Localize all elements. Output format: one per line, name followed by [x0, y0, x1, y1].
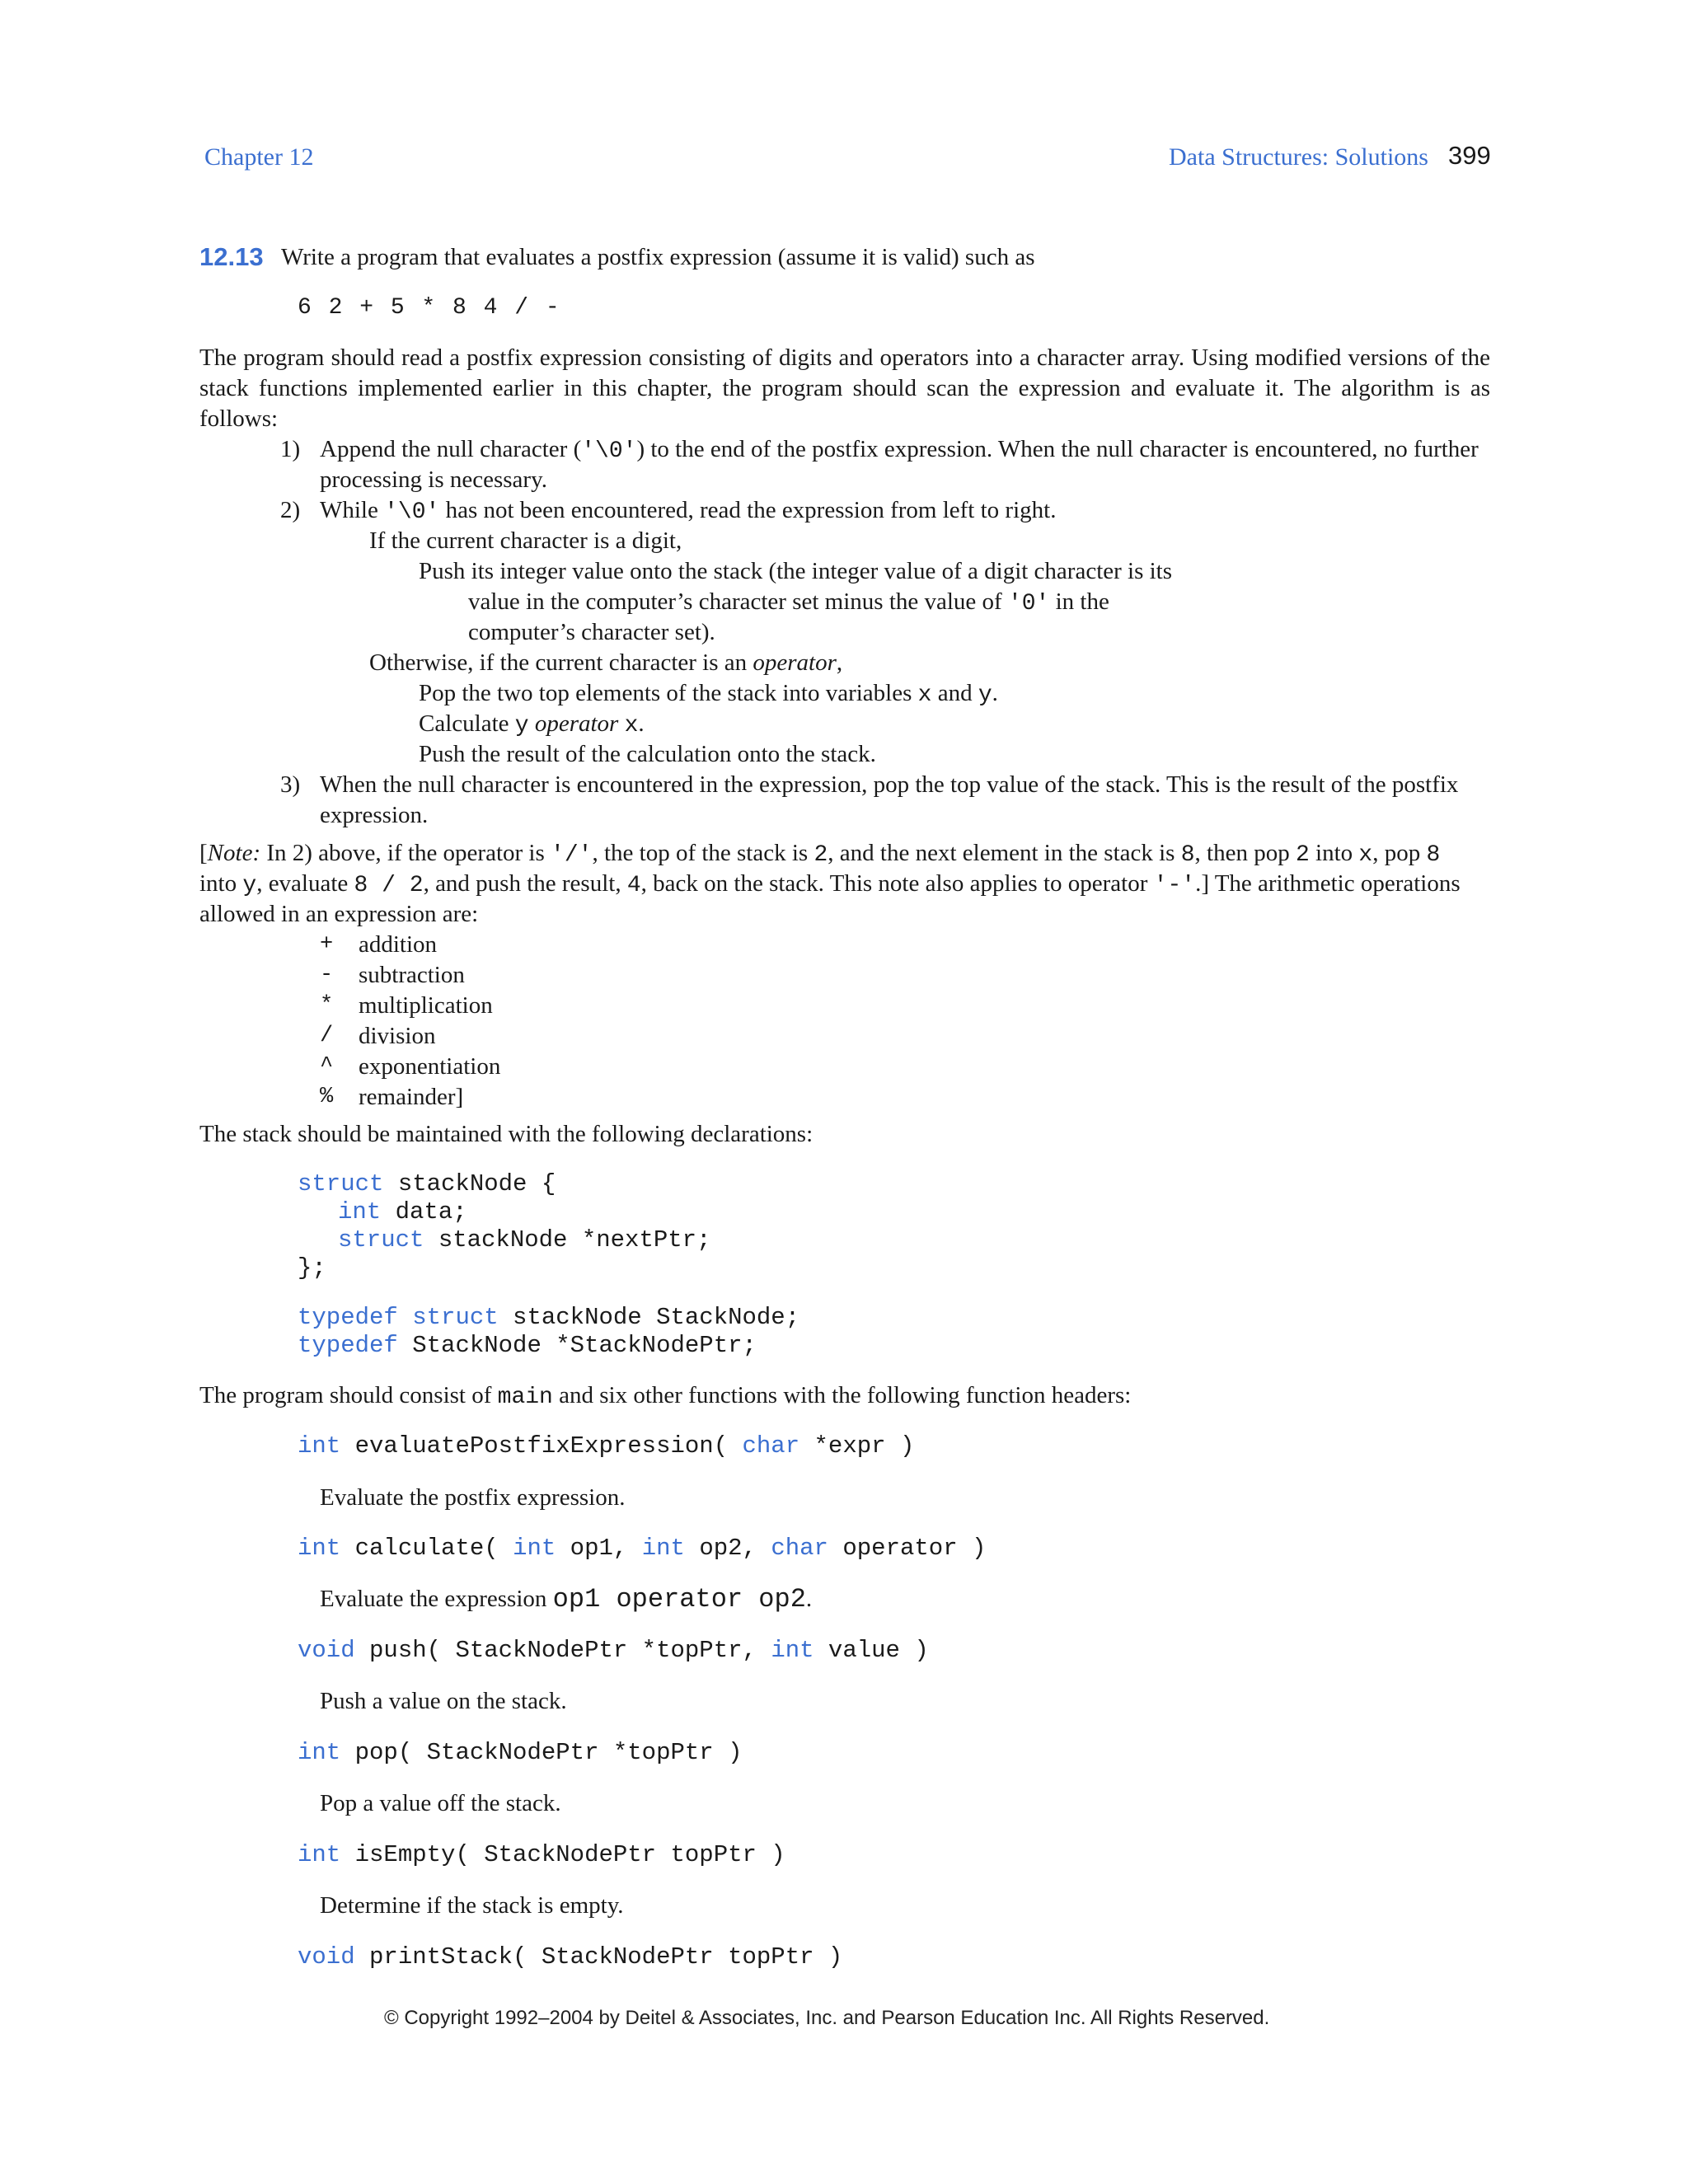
function-desc-calculate: Evaluate the expression op1 operator op2. — [320, 1584, 813, 1615]
operator-symbol: ^ — [320, 1054, 334, 1079]
operator-symbol: + — [320, 932, 334, 957]
step-2-push-1: Push its integer value onto the stack (the integer value of a digit character is its — [419, 558, 1173, 584]
step-2-push-result: Push the result of the calculation onto the stack. — [419, 741, 876, 767]
code-line: int data; — [338, 1198, 467, 1226]
exercise-number: 12.13 — [199, 242, 264, 271]
operator-name: division — [359, 1023, 436, 1049]
operator-name: exponentiation — [359, 1053, 501, 1080]
note-line-3: allowed in an expression are: — [199, 901, 479, 927]
chapter-label: Chapter 12 — [204, 143, 314, 171]
note-line-1: [Note: In 2) above, if the operator is '/', the top of the stack is 2, and the next element in the stack is 8, then pop 2 into x, pop 8 — [199, 840, 1441, 868]
function-header-evaluate: int evaluatePostfixExpression( char *expr ) — [298, 1432, 915, 1460]
function-header-pop: int pop( StackNodePtr *topPtr ) — [298, 1739, 743, 1766]
example-expression: 6 2 + 5 * 8 4 / - — [298, 295, 560, 321]
code-line: }; — [298, 1254, 326, 1282]
code-line: typedef struct stackNode StackNode; — [298, 1304, 800, 1331]
function-header-calculate: int calculate( int op1, int op2, char operator ) — [298, 1535, 987, 1562]
step-3-cont: expression. — [320, 802, 429, 828]
exercise-intro: Write a program that evaluates a postfix expression (assume it is valid) such as — [281, 244, 1035, 270]
code-line: typedef StackNode *StackNodePtr; — [298, 1332, 757, 1359]
operator-name: subtraction — [359, 962, 465, 988]
step-2-calc: Calculate y operator x. — [419, 710, 645, 738]
step-2-push-3: computer’s character set). — [468, 619, 715, 645]
operator-symbol: * — [320, 993, 334, 1018]
step-2-text: While '\0' has not been encountered, read the expression from left to right. — [320, 497, 1057, 525]
operator-symbol: - — [320, 963, 334, 987]
step-3-text: When the null character is encountered in the expression, pop the top value of the stack. This is the result of the postfix — [320, 771, 1459, 798]
code-line: struct stackNode { — [298, 1170, 556, 1197]
page-number: 399 — [1448, 141, 1491, 170]
operator-symbol: % — [320, 1085, 334, 1109]
function-desc-push: Push a value on the stack. — [320, 1688, 567, 1714]
step-3-number: 3) — [280, 771, 301, 798]
functions-intro: The program should consist of main and six other functions with the following function headers: — [199, 1382, 1132, 1410]
exercise-description: The program should read a postfix expression consisting of digits and operators into a character array. Using modified versions of the stack functions implemented earlier in this chapter, the program should scan the expression and evaluate it. The algorithm is as follows: — [199, 344, 1490, 432]
section-title: Data Structures: Solutions — [1169, 143, 1428, 171]
operator-name: addition — [359, 931, 438, 958]
step-1-number: 1) — [280, 436, 301, 462]
step-1-cont: processing is necessary. — [320, 466, 547, 493]
note-line-2: into y, evaluate 8 / 2, and push the result, 4, back on the stack. This note also applies to operator '-'.] The arithmetic operations — [199, 870, 1461, 898]
operator-name: remainder] — [359, 1084, 464, 1110]
code-line: struct stackNode *nextPtr; — [338, 1226, 711, 1254]
step-1-text: Append the null character ('\0') to the end of the postfix expression. When the null character is encountered, no further — [320, 436, 1479, 464]
step-2-else: Otherwise, if the current character is an operator, — [369, 649, 843, 676]
operator-symbol: / — [320, 1024, 334, 1048]
stack-intro: The stack should be maintained with the following declarations: — [199, 1121, 814, 1147]
function-desc-evaluate: Evaluate the postfix expression. — [320, 1484, 626, 1511]
step-2-push-2: value in the computer’s character set minus the value of '0' in the — [468, 588, 1109, 616]
function-desc-isempty: Determine if the stack is empty. — [320, 1892, 624, 1919]
function-desc-pop: Pop a value off the stack. — [320, 1790, 561, 1816]
step-2-pop: Pop the two top elements of the stack into variables x and y. — [419, 680, 998, 708]
copyright-footer: © Copyright 1992–2004 by Deitel & Associates, Inc. and Pearson Education Inc. All Rights Reserved. — [384, 2007, 1270, 2029]
function-header-push: void push( StackNodePtr *topPtr, int value ) — [298, 1637, 929, 1664]
function-header-printstack: void printStack( StackNodePtr topPtr ) — [298, 1943, 843, 1971]
function-header-isempty: int isEmpty( StackNodePtr topPtr ) — [298, 1841, 785, 1868]
operator-name: multiplication — [359, 992, 493, 1019]
step-2-number: 2) — [280, 497, 301, 523]
step-2-if: If the current character is a digit, — [369, 527, 682, 554]
